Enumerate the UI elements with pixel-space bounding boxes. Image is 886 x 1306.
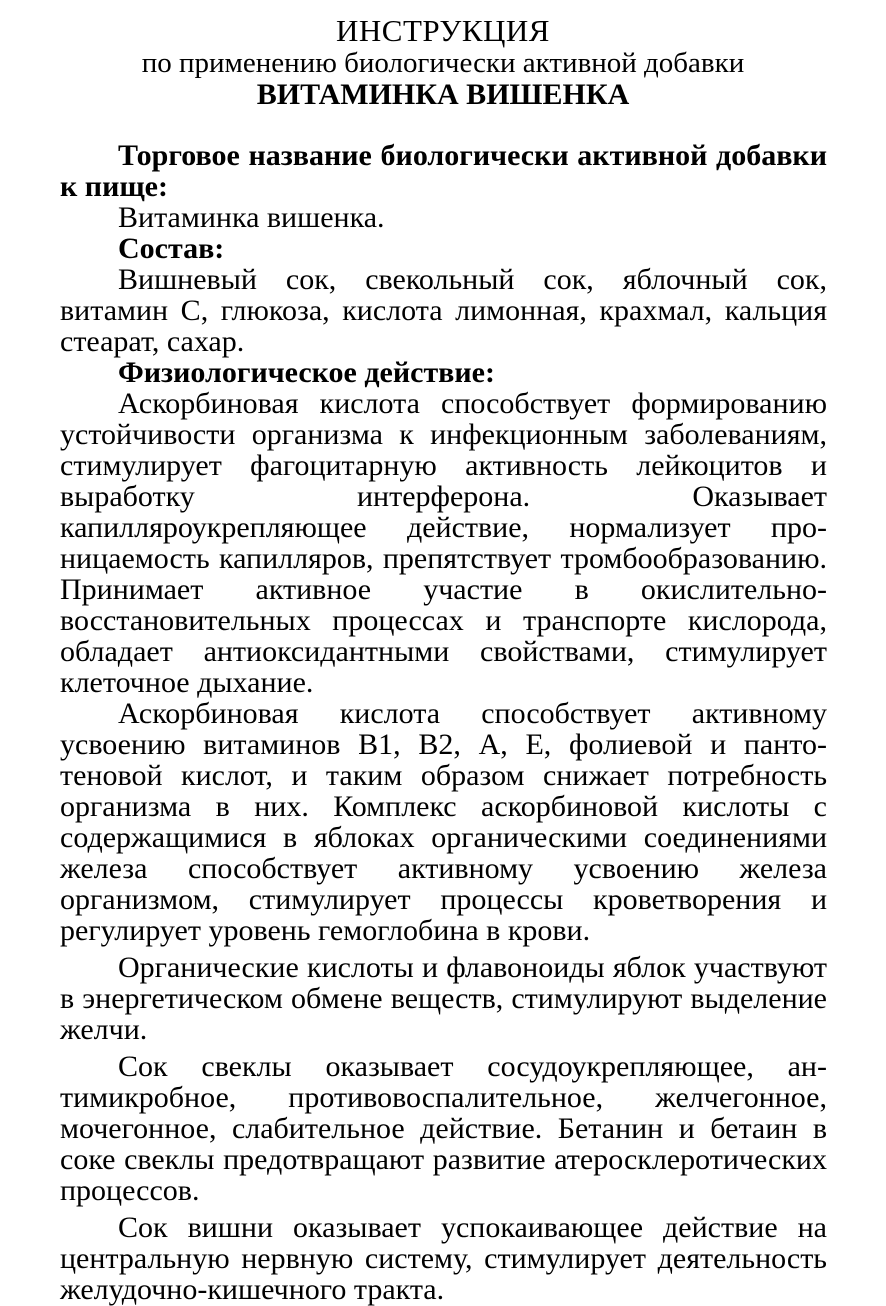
action-paragraph-ascorbic-1: Аскорбиновая кислота способствует формированию устойчивости организма к инфекционным заболеваниям, стимулирует фагоцитарную активность лейкоцитов и выработку интерферона. Оказывает капилляроукрепляющее действие, нормализует проницаемость капилляров, препятствует тромбообразованию. Принимает активное участие в окислительно-восстановительных процессах и транспорте кислорода, обладает антиоксидантными свойствами, стимулирует клеточное дыхание. [60,387,827,699]
trade-name-heading: Торговое название биологически активной добавки к пище: [60,139,827,203]
action-paragraph-cherry-juice: Сок вишни оказывает успокаивающее действие на центральную нервную систему, стимулирует деятельность желудочно-кишечного тракта. [60,1211,827,1306]
document-title: ИНСТРУКЦИЯ [336,13,550,48]
action-paragraph-apple-acids: Органические кислоты и флавоноиды яблок участвуют в энергетическом обмене веществ, стимулируют выделение желчи. [60,951,827,1046]
product-name: ВИТАМИНКА ВИШЕНКА [256,78,630,111]
instruction-body [60,140,827,1305]
composition-value: Вишневый сок, свекольный сок, яблочный сок, витамин С, глюкоза, кислота лимонная, крахмал, кальция стеарат, сахар. [60,263,827,358]
document-header [0,14,886,112]
trade-name-value: Витаминка вишенка. [118,201,385,234]
document-subtitle: по применению биологически активной добавки [141,47,745,79]
action-paragraph-beet-juice: Сок свеклы оказывает сосудоукрепляющее, антимикробное, противовоспалительное, желчегонное, мочегонное, слабительное действие. Бетанин и бетаин в соке свеклы предотвращают развитие атеросклеротических процессов. [60,1050,827,1207]
action-paragraph-ascorbic-2: Аскорбиновая кислота способствует активному усвоению витаминов В1, В2, А, Е, фолиевой и пантотеновой кислот, и таким образом снижает потребность организма в них. Комплекс аскорбиновой кислоты с содержащимися в яблоках органическими соединениями железа способствует активному усвоению железа организмом, стимулирует процессы кроветворения и регулирует уровень гемоглобина в крови. [60,697,827,947]
composition-heading: Состав: [118,232,225,265]
physiological-action-heading: Физиологическое действие: [118,356,495,389]
